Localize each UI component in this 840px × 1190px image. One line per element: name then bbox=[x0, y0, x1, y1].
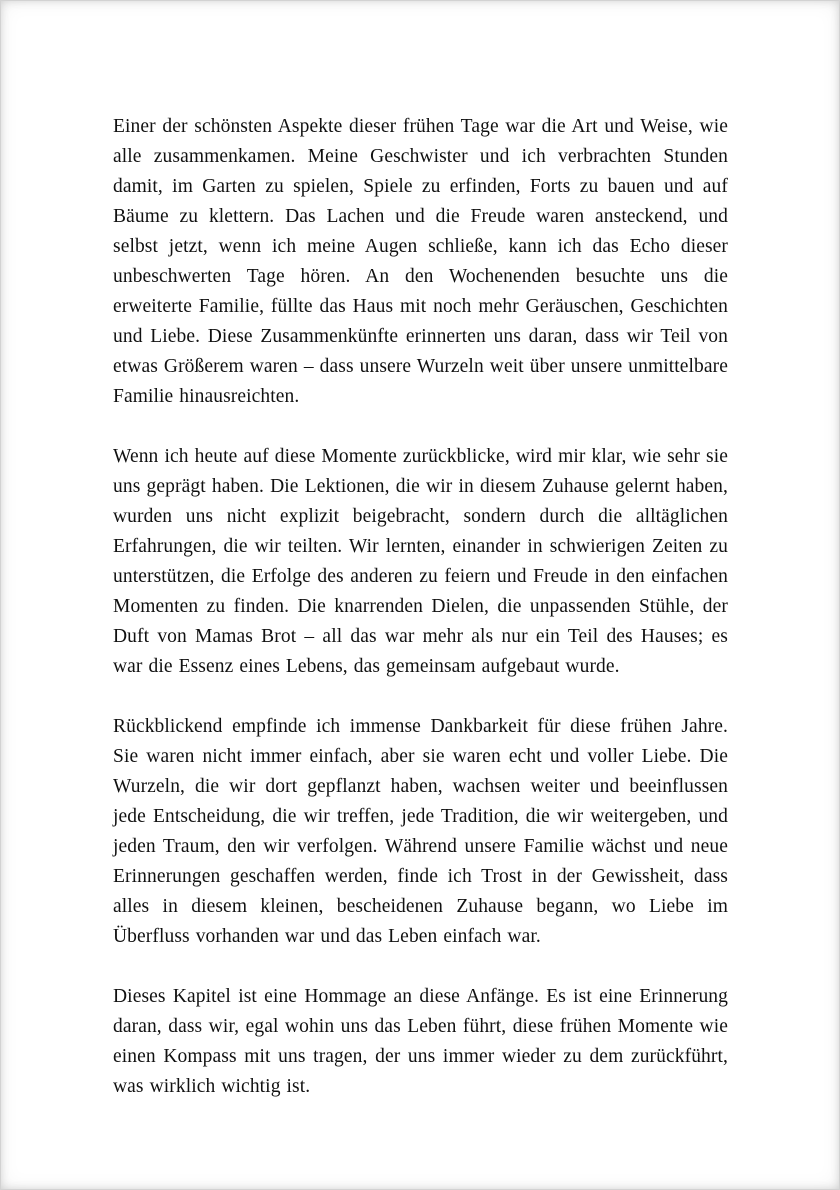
paragraph-homage-closing: Dieses Kapitel ist eine Hommage an diese Anfänge. Es ist eine Erinnerung daran, dass wir, egal wohin uns das Leben führt, diese frühen Momente wie einen Kompass mit uns tragen, der uns immer wieder zu dem zurückführt, was wirklich wichtig ist. bbox=[113, 986, 728, 1097]
paragraph-lessons-learned: Wenn ich heute auf diese Momente zurückblicke, wird mir klar, wie sehr sie uns geprägt haben. Die Lektionen, die wir in diesem Zuhause gelernt haben, wurden uns nicht explizit beigebracht, sondern durch die alltäglichen Erfahrungen, die wir teilten. Wir lernten, einander in schwierigen Zeiten zu unterstützen, die Erfolge des anderen zu feiern und Freude in den einfachen Momenten zu finden. Die knarrenden Dielen, die unpassenden Stühle, der Duft von Mamas Brot – all das war mehr als nur ein Teil des Hauses; es war die Essenz eines Lebens, das gemeinsam aufgebaut wurde. bbox=[113, 446, 728, 677]
paragraph-childhood-togetherness: Einer der schönsten Aspekte dieser frühen Tage war die Art und Weise, wie alle zusammenkamen. Meine Geschwister und ich verbrachten Stunden damit, im Garten zu spielen, Spiele zu erfinden, Forts zu bauen und auf Bäume zu klettern. Das Lachen und die Freude waren ansteckend, und selbst jetzt, wenn ich meine Augen schließe, kann ich das Echo dieser unbeschwerten Tage hören. An den Wochenenden besuchte uns die erweiterte Familie, füllte das Haus mit noch mehr Geräuschen, Geschichten und Liebe. Diese Zusammenkünfte erinnerten uns daran, dass wir Teil von etwas Größerem waren – dass unsere Wurzeln weit über unsere unmittelbare Familie hinausreichten. bbox=[113, 116, 728, 407]
paragraph-gratitude: Rückblickend empfinde ich immense Dankbarkeit für diese frühen Jahre. Sie waren nicht immer einfach, aber sie waren echt und voller Liebe. Die Wurzeln, die wir dort gepflanzt haben, wachsen weiter und beeinflussen jede Entscheidung, die wir treffen, jede Tradition, die wir weitergeben, und jeden Traum, den wir verfolgen. Während unsere Familie wächst und neue Erinnerungen geschaffen werden, finde ich Trost in der Gewissheit, dass alles in diesem kleinen, bescheidenen Zuhause begann, wo Liebe im Überfluss vorhanden war und das Leben einfach war. bbox=[113, 716, 728, 947]
page-text-block bbox=[113, 112, 728, 1102]
